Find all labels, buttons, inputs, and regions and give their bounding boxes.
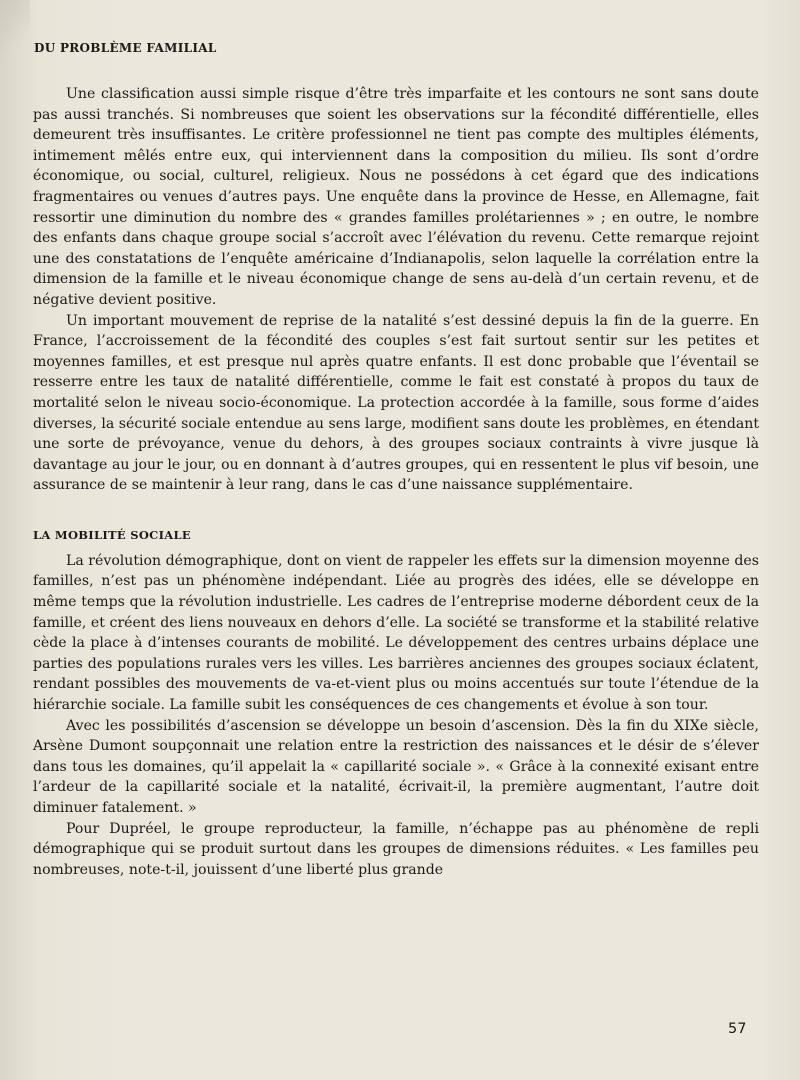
section-heading: LA MOBILITÉ SOCIALE [33, 527, 191, 542]
paragraph-1: Une classification aussi simple risque d’être très imparfaite et les contours ne sont sans doute pas aussi tranchés. Si nombreuses que soient les observations sur la fécondité différentielle, elles demeurent très insuffisantes. Le critère professionnel ne tient pas compte des multiples éléments, intimement mêlés entre eux, qui interviennent dans la composition du milieu. Ils sont d’ordre économique, ou social, culturel, religieux. Nous ne possédons à cet égard que des indications fragmentaires ou venues d’autres pays. Une enquête dans la province de Hesse, en Allemagne, fait ressortir une diminution du nombre des « grandes familles prolétariennes » ; en outre, le nombre des enfants dans chaque groupe social s’accroît avec l’élévation du revenu. Cette remarque rejoint une des constatations de l’enquête américaine d’Indianapolis, selon laquelle la corrélation entre la dimension de la famille et le niveau économique change de sens au-delà d’un certain revenu, et de négative devient positive. [33, 86, 759, 308]
page-number: 57 [728, 1021, 747, 1037]
body-text [33, 84, 759, 880]
page-corner-shadow [0, 0, 30, 60]
paragraph-2: Un important mouvement de reprise de la natalité s’est dessiné depuis la fin de la guerre. En France, l’accroissement de la fécondité des couples s’est fait surtout sentir sur les petites et moyennes familles, et est presque nul après quatre enfants. Il est donc probable que l’éventail se resserre entre les taux de natalité différentielle, comme le fait est constaté à propos du taux de mortalité selon le niveau socio-économique. La protection accordée à la famille, sous forme d’aides diverses, la sécurité sociale entendue au sens large, modifient sans doute les problèmes, en étendant une sorte de prévoyance, venue du dehors, à des groupes sociaux contraints à vivre jusque là davantage au jour le jour, ou en donnant à d’autres groupes, qui en ressentent le plus vif besoin, une assurance de se maintenir à leur rang, dans le cas d’une naissance supplémentaire. [33, 312, 759, 494]
section-paragraph-3: Pour Dupréel, le groupe reproducteur, la famille, n’échappe pas au phénomène de repli démographique qui se produit surtout dans les groupes de dimensions réduites. « Les familles peu nombreuses, note-t-il, jouissent d’une liberté plus grande [33, 820, 759, 878]
section-paragraph-2: Avec les possibilités d’ascension se développe un besoin d’ascension. Dès la fin du XIXe siècle, Arsène Dumont soupçonnait une relation entre la restriction des naissances et le désir de s’élever dans tous les domaines, qu’il appelait la « capillarité sociale ». « Grâce à la connexité exisant entre l’ardeur de la capillarité sociale et la natalité, écrivait-il, la première augmentant, l’autre doit diminuer fatalement. » [33, 717, 759, 816]
running-title: DU PROBLÈME FAMILIAL [34, 41, 217, 55]
section-paragraph-1: La révolution démographique, dont on vient de rappeler les effets sur la dimension moyenne des familles, n’est pas un phénomène indépendant. Liée au progrès des idées, elle se développe en même temps que la révolution industrielle. Les cadres de l’entreprise moderne débordent ceux de la famille, et créent des liens nouveaux en dehors d’elle. La société se transforme et la stabilité relative cède la place à d’intenses courants de mobilité. Le développement des centres urbains déplace une parties des populations rurales vers les villes. Les barrières anciennes des groupes sociaux éclatent, rendant possibles des mouvements de va-et-vient plus ou moins accentués sur toute l’étendue de la hiérarchie sociale. La famille subit les conséquences de ces changements et évolue à son tour. [33, 552, 759, 714]
